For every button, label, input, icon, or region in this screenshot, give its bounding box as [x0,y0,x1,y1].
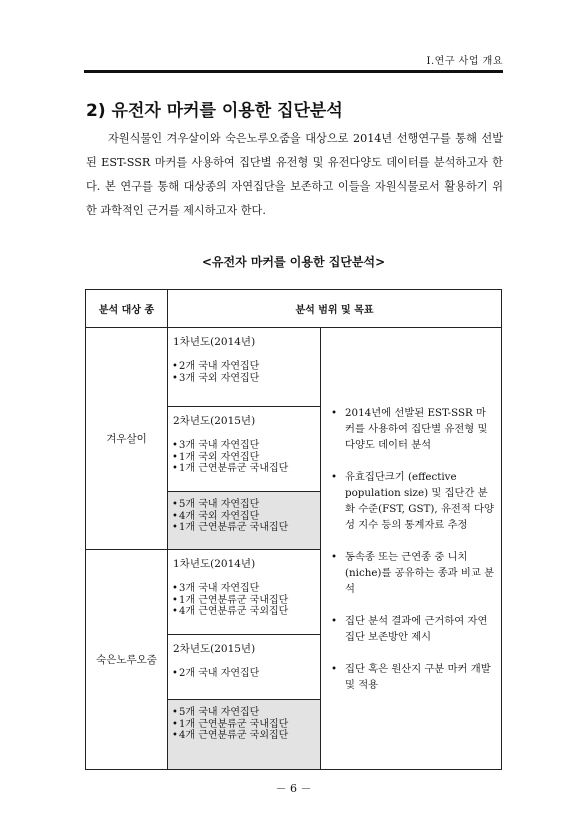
total-block [168,492,321,550]
goal-item: • 집단 혹은 원산지 구분 마커 개발 및 적용 [331,661,495,693]
list-item: • 1개 근연분류군 국내집단 [173,595,320,607]
list-item: • 4개 근연분류군 국외집단 [173,606,320,618]
list-item: • 1개 근연분류군 국내집단 [173,463,320,475]
list-item: • 2개 국내 자연집단 [173,668,320,680]
year-block [168,635,321,700]
list-item: • 1개 근연분류군 국내집단 [173,719,320,731]
goal-item: • 집단 분석 결과에 근거하여 자연집단 보존방안 제시 [331,613,495,645]
species-cell: 숙은노루오줌 [86,550,168,770]
table-caption: <유전자 마커를 이용한 집단분석> [201,255,386,269]
list-item: • 3개 국내 자연집단 [173,583,320,595]
year-block [168,328,321,407]
goals-cell [321,328,502,770]
list-item: • 4개 국외 자연집단 [173,511,320,523]
analysis-table [85,289,502,770]
year-block [168,550,321,635]
table-row [86,328,502,407]
list-item: • 5개 국내 자연집단 [173,707,320,719]
list-item: • 1개 국외 자연집단 [173,452,320,464]
section-title: 2) 유전자 마커를 이용한 집단분석 [86,101,343,121]
total-block [168,700,321,770]
list-item: • 2개 국내 자연집단 [173,361,320,373]
body-paragraph: 자원식물인 겨우살이와 숙은노루오줌을 대상으로 2014년 선행연구를 통해 선발된 EST-SSR 마커를 사용하여 집단별 유전형 및 유전다양도 데이터를 분석하고자 한다. 본 연구를 통해 대상종의 자연집단을 보존하고 이들을 자원식물로서 활용하기 위한 과학적인 근거를 제시하고자 한다. [86,132,503,217]
header-rule [84,70,503,73]
list-item: • 4개 근연분류군 국외집단 [173,730,320,742]
header-scope: 분석 범위 및 목표 [168,290,502,328]
goal-item: • 2014년에 선발된 EST-SSR 마커를 사용하여 집단별 유전형 및 다양도 데이터 분석 [331,405,495,453]
running-header: Ⅰ.연구 사업 개요 [426,56,503,67]
list-item: • 1개 근연분류군 국내집단 [173,522,320,534]
page-number: － 6 － [275,782,312,795]
year-block [168,407,321,492]
goal-item: • 동속종 또는 근연종 중 니치(niche)를 공유하는 종과 비교 분석 [331,549,495,597]
table-header-row [86,290,502,328]
year-label: 2차년도(2015년) [173,643,256,655]
year-label: 1차년도(2014년) [173,558,256,570]
year-label: 2차년도(2015년) [173,415,256,427]
year-label: 1차년도(2014년) [173,336,256,348]
header-subject: 분석 대상 종 [86,290,168,328]
species-cell: 겨우살이 [86,328,168,550]
goal-item: • 유효집단크기 (effective population size) 및 집단간 분화 수준(FST, GST), 유전적 다양성 지수 등의 통계자료 추정 [331,469,495,533]
list-item: • 3개 국외 자연집단 [173,373,320,385]
list-item: • 3개 국내 자연집단 [173,440,320,452]
list-item: • 5개 국내 자연집단 [173,499,320,511]
